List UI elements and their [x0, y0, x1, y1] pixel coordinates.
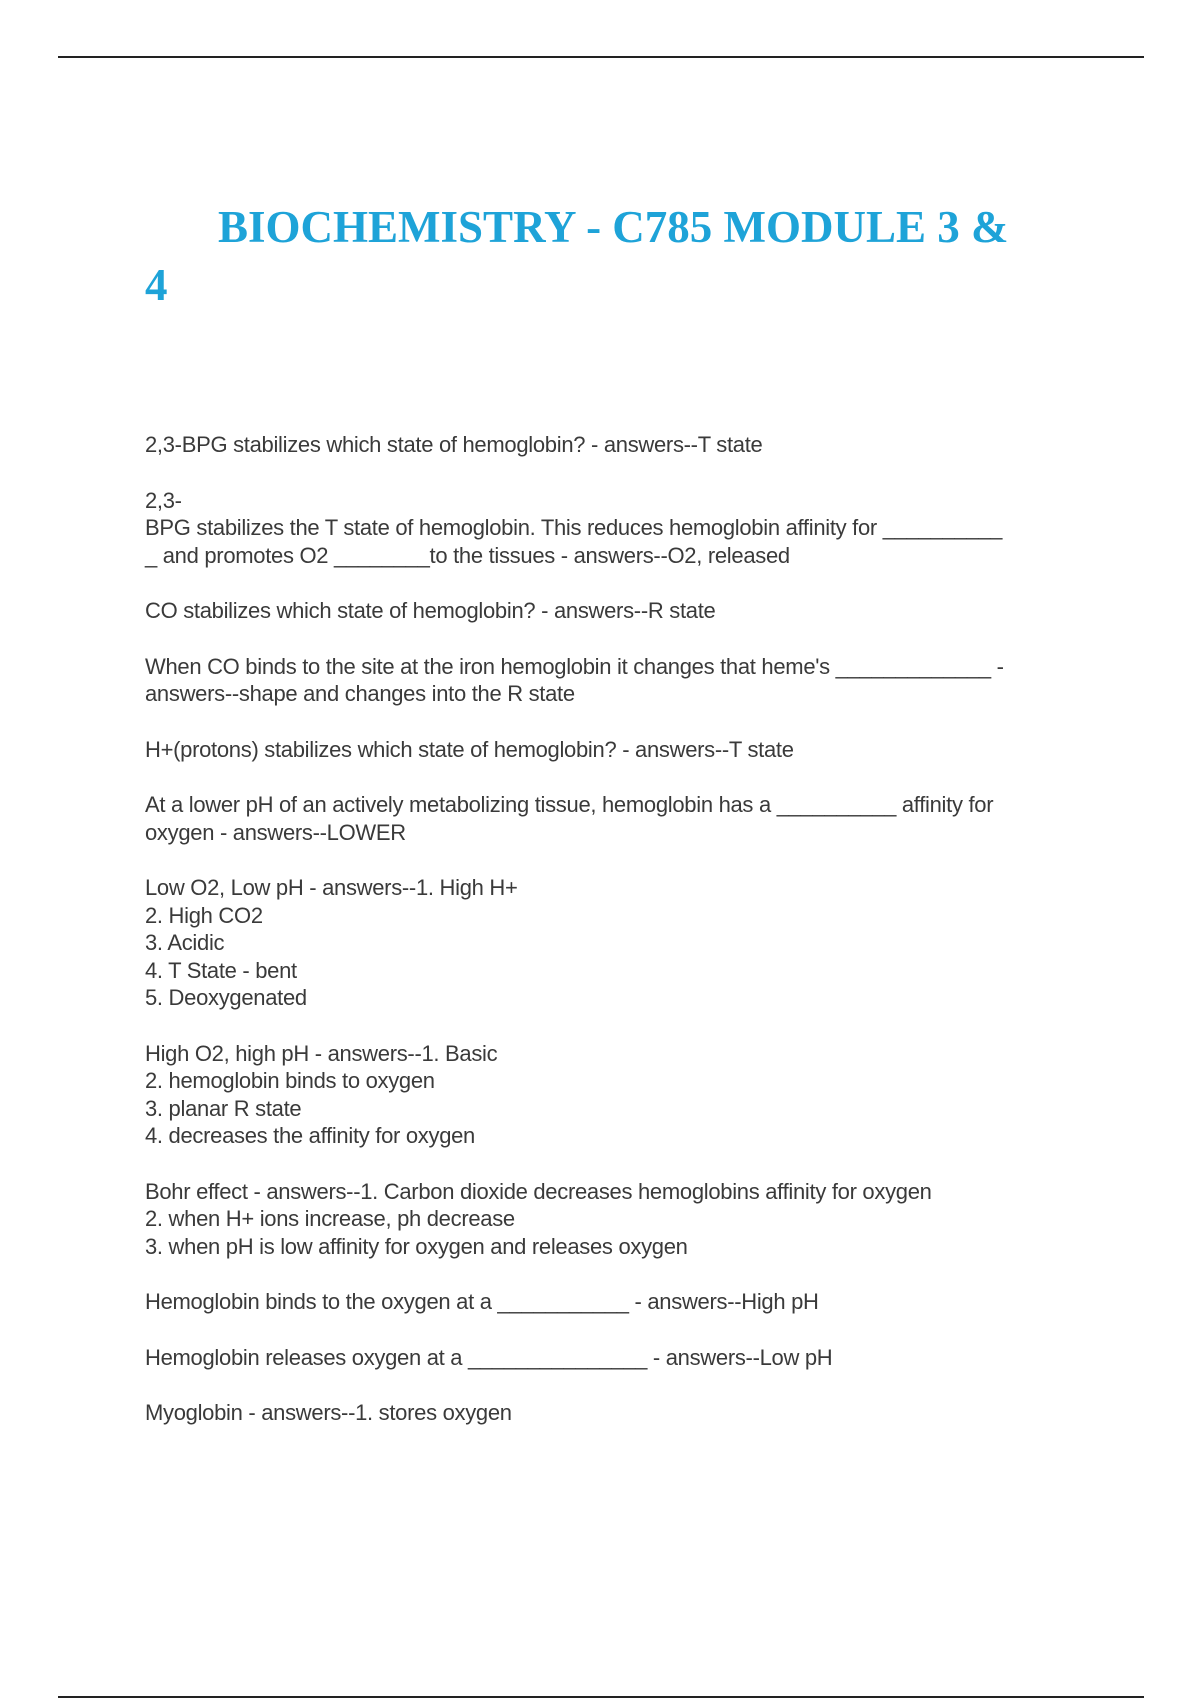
qa-item: H+(protons) stabilizes which state of hemoglobin? - answers--T state	[145, 736, 794, 762]
bottom-rule	[58, 1696, 1144, 1698]
qa-item: Hemoglobin releases oxygen at a _______________ - answers--Low pH	[145, 1344, 833, 1370]
title-line-2: 4	[145, 260, 168, 310]
qa-item: When CO binds to the site at the iron hemoglobin it changes that heme's _____________ - answers--shape and changes into the R state	[145, 653, 1004, 706]
qa-item: Myoglobin - answers--1. stores oxygen	[145, 1400, 512, 1425]
title-line-1: BIOCHEMISTRY - C785 MODULE 3 &	[218, 202, 1009, 252]
qa-item: Bohr effect - answers--1. Carbon dioxide decreases hemoglobins affinity for oxygen 2. when H+ ions increase, ph decrease 3. when pH is low affinity for oxygen and releases oxygen	[145, 1178, 932, 1259]
qa-item: At a lower pH of an actively metabolizing tissue, hemoglobin has a __________ affinity for oxygen - answers--LOWER	[145, 792, 994, 845]
qa-item: Hemoglobin binds to the oxygen at a ___________ - answers--High pH	[145, 1289, 819, 1314]
top-rule	[58, 56, 1144, 58]
question-answer-list	[145, 431, 1080, 1455]
qa-item: CO stabilizes which state of hemoglobin? - answers--R state	[145, 598, 716, 623]
qa-item: Low O2, Low pH - answers--1. High H+ 2. High CO2 3. Acidic 4. T State - bent 5. Deoxygenated	[145, 875, 518, 1010]
qa-item: 2,3- BPG stabilizes the T state of hemoglobin. This reduces hemoglobin affinity for __________ _ and promotes O2 ________to the tissues - answers--O2, released	[145, 487, 1003, 568]
qa-item: 2,3-BPG stabilizes which state of hemoglobin? - answers--T state	[145, 432, 763, 457]
document-title	[145, 198, 1105, 314]
qa-item: High O2, high pH - answers--1. Basic 2. hemoglobin binds to oxygen 3. planar R state 4. decreases the affinity for oxygen	[145, 1040, 498, 1148]
